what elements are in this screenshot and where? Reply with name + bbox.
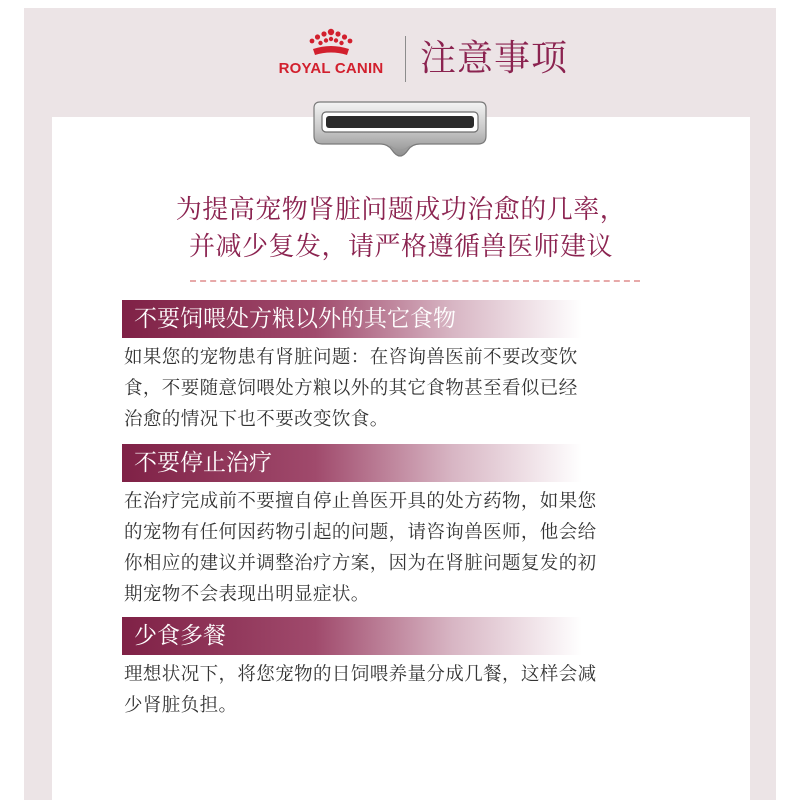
body-line: 你相应的建议并调整治疗方案，因为在肾脏问题复发的初 xyxy=(124,553,597,574)
brand-logo xyxy=(262,28,400,86)
headline-line-2: 并减少复发，请严格遵循兽医师建议 xyxy=(188,232,613,262)
section-body-do-not-stop-treatment xyxy=(124,486,704,610)
page-title: 注意事项 xyxy=(420,38,569,79)
section-banner-small-frequent-meals xyxy=(122,617,582,655)
body-line: 期宠物不会表现出明显症状。 xyxy=(124,584,370,605)
main-headline xyxy=(52,192,750,266)
body-line: 治愈的情况下也不要改变饮食。 xyxy=(124,409,389,430)
section-title: 少食多餐 xyxy=(134,623,226,649)
section-banner-no-other-food xyxy=(122,300,582,338)
clipboard-clip-icon xyxy=(308,100,492,160)
body-line: 食，不要随意饲喂处方粮以外的其它食物甚至看似已经 xyxy=(124,378,578,399)
headline-line-1: 为提高宠物肾脏问题成功治愈的几率， xyxy=(175,195,627,225)
body-line: 少肾脏负担。 xyxy=(124,695,238,716)
section-title: 不要停止治疗 xyxy=(134,450,272,476)
crown-icon xyxy=(302,28,360,58)
body-line: 的宠物有任何因药物引起的问题，请咨询兽医师，他会给 xyxy=(124,522,597,543)
section-title: 不要饲喂处方粮以外的其它食物 xyxy=(134,306,456,332)
brand-name: ROYAL CANIN xyxy=(278,60,384,77)
section-body-no-other-food xyxy=(124,342,704,435)
body-line: 在治疗完成前不要擅自停止兽医开具的处方药物，如果您 xyxy=(124,491,597,512)
section-banner-do-not-stop-treatment xyxy=(122,444,582,482)
body-line: 理想状况下，将您宠物的日饲喂养量分成几餐，这样会减 xyxy=(124,664,597,685)
section-body-small-frequent-meals xyxy=(124,659,704,721)
body-line: 如果您的宠物患有肾脏问题：在咨询兽医前不要改变饮 xyxy=(124,347,578,368)
header-divider xyxy=(405,36,406,82)
dashed-divider xyxy=(190,280,640,282)
